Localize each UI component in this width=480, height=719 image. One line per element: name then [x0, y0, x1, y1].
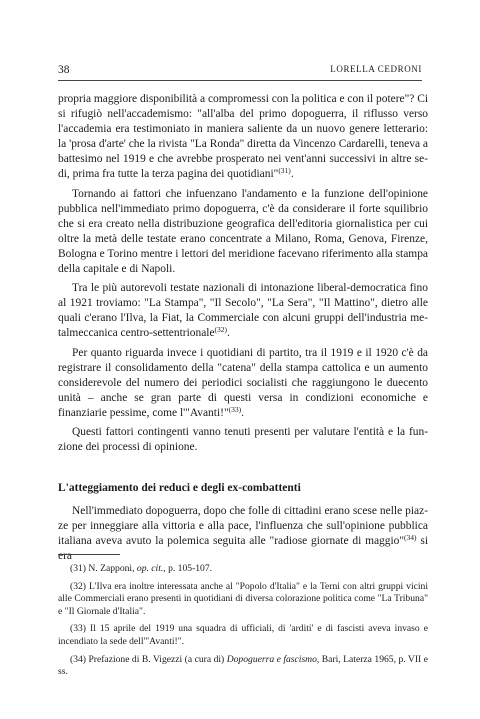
- footnote-32: (32) L'Ilva era inoltre interessata anche al "Popolo d'Italia" e la Terni con altri gruppi vicini alle Commerciali erano presenti in quotidiani di diversa colorazione politica come "La Tribuna" e "Il Giornale d'Italia".: [58, 580, 428, 617]
- section-heading: L'atteggiamento dei reduci e degli ex-combattenti: [58, 482, 301, 494]
- footnote-34: (34) Prefazione di B. Vigezzi (a cura di) Dopoguerra e fascismo, Bari, Laterza 1965, p. VII e ss.: [58, 653, 428, 678]
- section-body: [58, 504, 428, 564]
- footnote-ref-31: (31): [278, 166, 291, 176]
- page-header: [58, 64, 422, 80]
- header-rule: [58, 80, 422, 81]
- paragraph-3: Tra le più autorevoli testate nazionali di intonazione liberal-democratica fino al 1921 troviamo: "La Stampa", "Il Secolo", "La Sera", "Il Mattino", dietro alle quali c'erano l'Ilva, la Fiat, la Commerciale con alcuni gruppi dell'industria metalmeccanica centro-settentrionale$^{(32)}$.: [58, 282, 428, 340]
- page-number: 38: [58, 64, 70, 76]
- paragraph-5: Questi fattori contingenti vanno tenuti presenti per valutare l'entità e la funzione dei processi di opinione.: [58, 425, 428, 454]
- paragraph-1: propria maggiore disponibilità a compromessi con la politica e con il potere"? Ci si rifugiò nell'accademismo: "all'alba del primo dopoguerra, il riflusso verso l'accademia era testimoniato in maniera saliente da un nuovo genere letterario: la 'prosa d'arte' che la rivista "La Ronda" diretta da Vincenzo Cardarelli, teneva a battesimo nel 1919 e che avrebbe prosperato nei vent'anni successivi in altre sedi, prima fra tutte la terza pagina dei quotidiani"$^{(31)}$.: [58, 93, 428, 181]
- footnote-31: (31) N. Zapponi, op. cit., p. 105-107.: [70, 563, 213, 574]
- footnote-rule: [58, 554, 120, 555]
- paragraph-2: Tornando ai fattori che infuenzano l'andamento e la funzione dell'opinione pubblica nell'immediato primo dopoguerra, c'è da considerare il forte squilibrio che si era creato nella distribuzione geografica dell'editoria giornalistica per cui oltre la metà delle testate erano concentrate a Milano, Roma, Genova, Firenze, Bologna e Torino mentre i lettori del meridione facevano riferimento alla stampa della capitale e di Napoli.: [58, 187, 428, 276]
- footnote-ref-34: (34): [404, 533, 417, 543]
- footnote-ref-33: (33): [228, 404, 242, 414]
- footnote-ref-32: (32): [214, 325, 228, 335]
- section-paragraph: Nell'immediato dopoguerra, dopo che folle di cittadini erano scese nelle piazze per inneggiare alla vittoria e alla pace, l'influenza che sull'opinione pubblica italiana aveva avuto la polemica seguita alle "radiose giornate di maggio"$^{(34)}$ si era: [58, 505, 428, 563]
- body-text: [58, 92, 428, 459]
- footnotes: [58, 563, 428, 684]
- running-head: LORELLA CEDRONI: [330, 64, 422, 74]
- footnote-33: (33) Il 15 aprile del 1919 una squadra di ufficiali, di 'arditi' e di fascisti aveva invaso e incendiato la sede dell'"Avanti!".: [58, 623, 428, 647]
- paragraph-4: Per quanto riguarda invece i quotidiani di partito, tra il 1919 e il 1920 c'è da registrare il consolidamento della "catena" della stampa cattolica e un aumento considerevole del numero dei periodici socialisti che raggiungono le duecento unità – anche se gran parte di questi versa in condizioni economiche e finanziarie pessime, come l'"Avanti!"$^{(33)}$.: [58, 346, 428, 419]
